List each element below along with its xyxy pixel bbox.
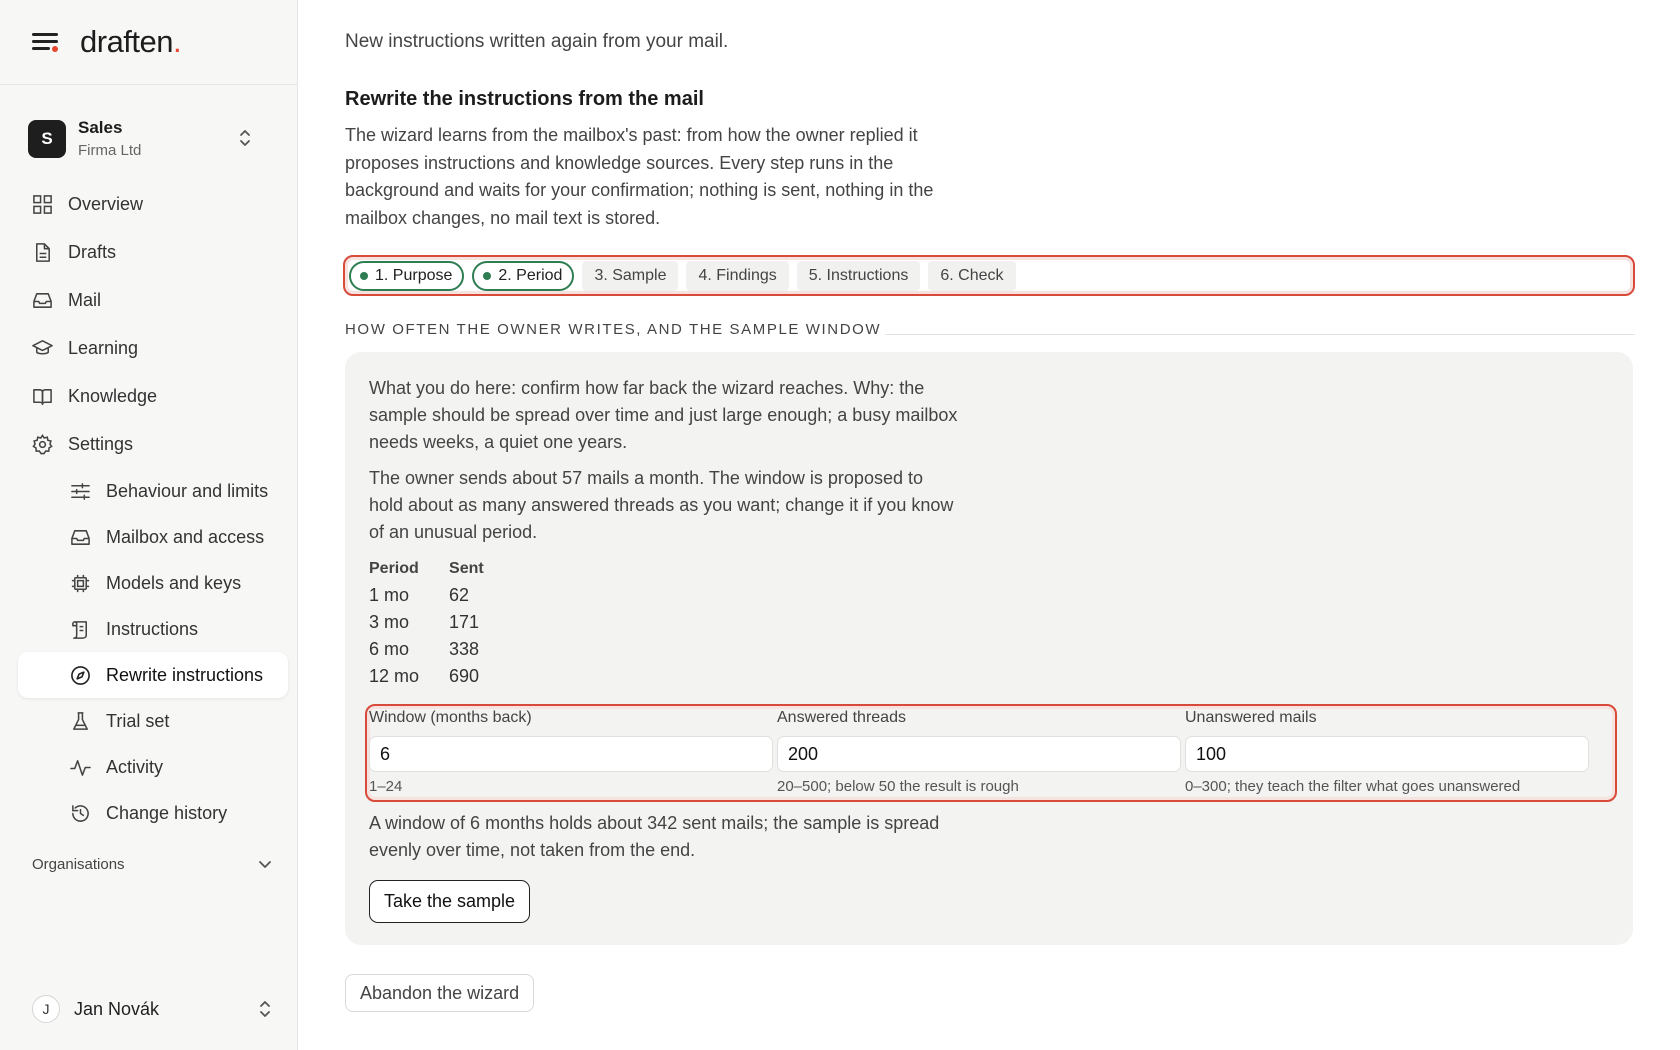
page-description: The wizard learns from the mailbox's past: from how the owner replied it proposes instructions and knowledge sources. Every step runs in the background and waits for your confirmation; nothing is sent, nothing in the mailbox changes, no mail text is stored.	[345, 125, 934, 228]
gear-icon	[32, 434, 53, 455]
inbox-icon	[70, 527, 91, 548]
section-title: HOW OFTEN THE OWNER WRITES, AND THE SAMPLE WINDOW	[345, 321, 882, 338]
scroll-icon	[70, 619, 91, 640]
nav-item-learning[interactable]: Learning	[18, 324, 288, 372]
brand-bar	[0, 0, 297, 85]
sliders-icon	[70, 481, 91, 502]
chevron-up-down-icon	[238, 128, 252, 148]
chevron-up-down-icon	[258, 999, 272, 1019]
take-sample-button[interactable]: Take the sample	[369, 880, 530, 923]
table-row: 6 mo 338	[369, 639, 480, 659]
answered-input[interactable]	[777, 736, 1181, 772]
sidebar-item-instructions[interactable]: Instructions	[18, 606, 288, 652]
user-name: Jan Novák	[74, 998, 160, 1019]
sidebar-item-trial-set[interactable]: Trial set	[18, 698, 288, 744]
compass-icon	[70, 665, 91, 686]
table-header-sent: Sent	[449, 560, 484, 577]
period-card	[345, 352, 1633, 945]
table-header-period: Period	[369, 560, 419, 577]
step-sample[interactable]: 3. Sample	[582, 261, 678, 291]
table-row: 1 mo 62	[369, 585, 470, 605]
step-complete-dot	[483, 272, 491, 280]
chevron-down-icon	[258, 859, 272, 869]
nav-item-mail[interactable]: Mail	[18, 276, 288, 324]
window-summary: A window of 6 months holds about 342 sent mails; the sample is spread evenly over time, not taken from the end.	[369, 813, 940, 860]
dashboard-icon	[32, 194, 53, 215]
sidebar-item-change-history[interactable]: Change history	[18, 790, 288, 836]
org-name: Sales	[78, 117, 123, 137]
org-switcher[interactable]	[28, 116, 272, 162]
abandon-wizard-button[interactable]: Abandon the wizard	[345, 974, 534, 1012]
answered-label: Answered threads	[777, 709, 906, 726]
step-period[interactable]: 2. Period	[472, 261, 574, 291]
step-complete-dot	[360, 272, 368, 280]
page-title: Rewrite the instructions from the mail	[345, 88, 704, 110]
card-explanation: What you do here: confirm how far back the wizard reaches. Why: the sample should be spread over time and just large enough; a busy mailbox needs weeks, a quiet one years.	[369, 378, 958, 452]
sample-fields	[365, 704, 1617, 802]
step-findings[interactable]: 4. Findings	[686, 261, 788, 291]
user-menu[interactable]	[32, 992, 272, 1026]
table-row: 12 mo 690	[369, 666, 480, 686]
page-intro: New instructions written again from your mail.	[345, 31, 729, 52]
step-instructions[interactable]: 5. Instructions	[797, 261, 921, 291]
sidebar-item-rewrite[interactable]: Rewrite instructions	[18, 652, 288, 698]
period-table	[369, 560, 514, 690]
organisations-toggle[interactable]: Organisations	[32, 852, 272, 876]
org-subtitle: Firma Ltd	[78, 141, 142, 159]
window-hint: 1–24	[369, 778, 403, 795]
sidebar-item-activity[interactable]: Activity	[18, 744, 288, 790]
flask-icon	[70, 711, 91, 732]
card-summary: The owner sends about 57 mails a month. The window is proposed to hold about as many answered threads as you want; change it if you know of an unusual period.	[369, 468, 954, 542]
sidebar	[0, 0, 298, 1050]
window-input[interactable]	[369, 736, 773, 772]
nav-item-knowledge[interactable]: Knowledge	[18, 372, 288, 420]
history-icon	[70, 803, 91, 824]
sidebar-item-models[interactable]: Models and keys	[18, 560, 288, 606]
avatar: J	[32, 995, 60, 1023]
wizard-steps	[343, 255, 1635, 296]
nav-item-drafts[interactable]: Drafts	[18, 228, 288, 276]
nav-item-settings[interactable]: Settings	[18, 420, 288, 468]
main-nav	[18, 180, 288, 836]
activity-icon	[70, 757, 91, 778]
unanswered-label: Unanswered mails	[1185, 709, 1317, 726]
menu-icon[interactable]	[32, 31, 58, 53]
book-icon	[32, 386, 53, 407]
unanswered-input[interactable]	[1185, 736, 1589, 772]
sidebar-item-mailbox[interactable]: Mailbox and access	[18, 514, 288, 560]
step-check[interactable]: 6. Check	[928, 261, 1015, 291]
section-divider	[885, 334, 1635, 335]
window-label: Window (months back)	[369, 709, 532, 726]
table-row: 3 mo 171	[369, 612, 480, 632]
document-icon	[32, 242, 53, 263]
answered-hint: 20–500; below 50 the result is rough	[777, 778, 1019, 795]
app-logo[interactable]: draften.	[80, 24, 182, 59]
sidebar-item-behaviour[interactable]: Behaviour and limits	[18, 468, 288, 514]
cpu-icon	[70, 573, 91, 594]
step-purpose[interactable]: 1. Purpose	[349, 261, 464, 291]
inbox-icon	[32, 290, 53, 311]
graduation-cap-icon	[32, 338, 53, 359]
nav-item-overview[interactable]: Overview	[18, 180, 288, 228]
org-avatar: S	[28, 120, 66, 158]
unanswered-hint: 0–300; they teach the filter what goes unanswered	[1185, 778, 1521, 795]
